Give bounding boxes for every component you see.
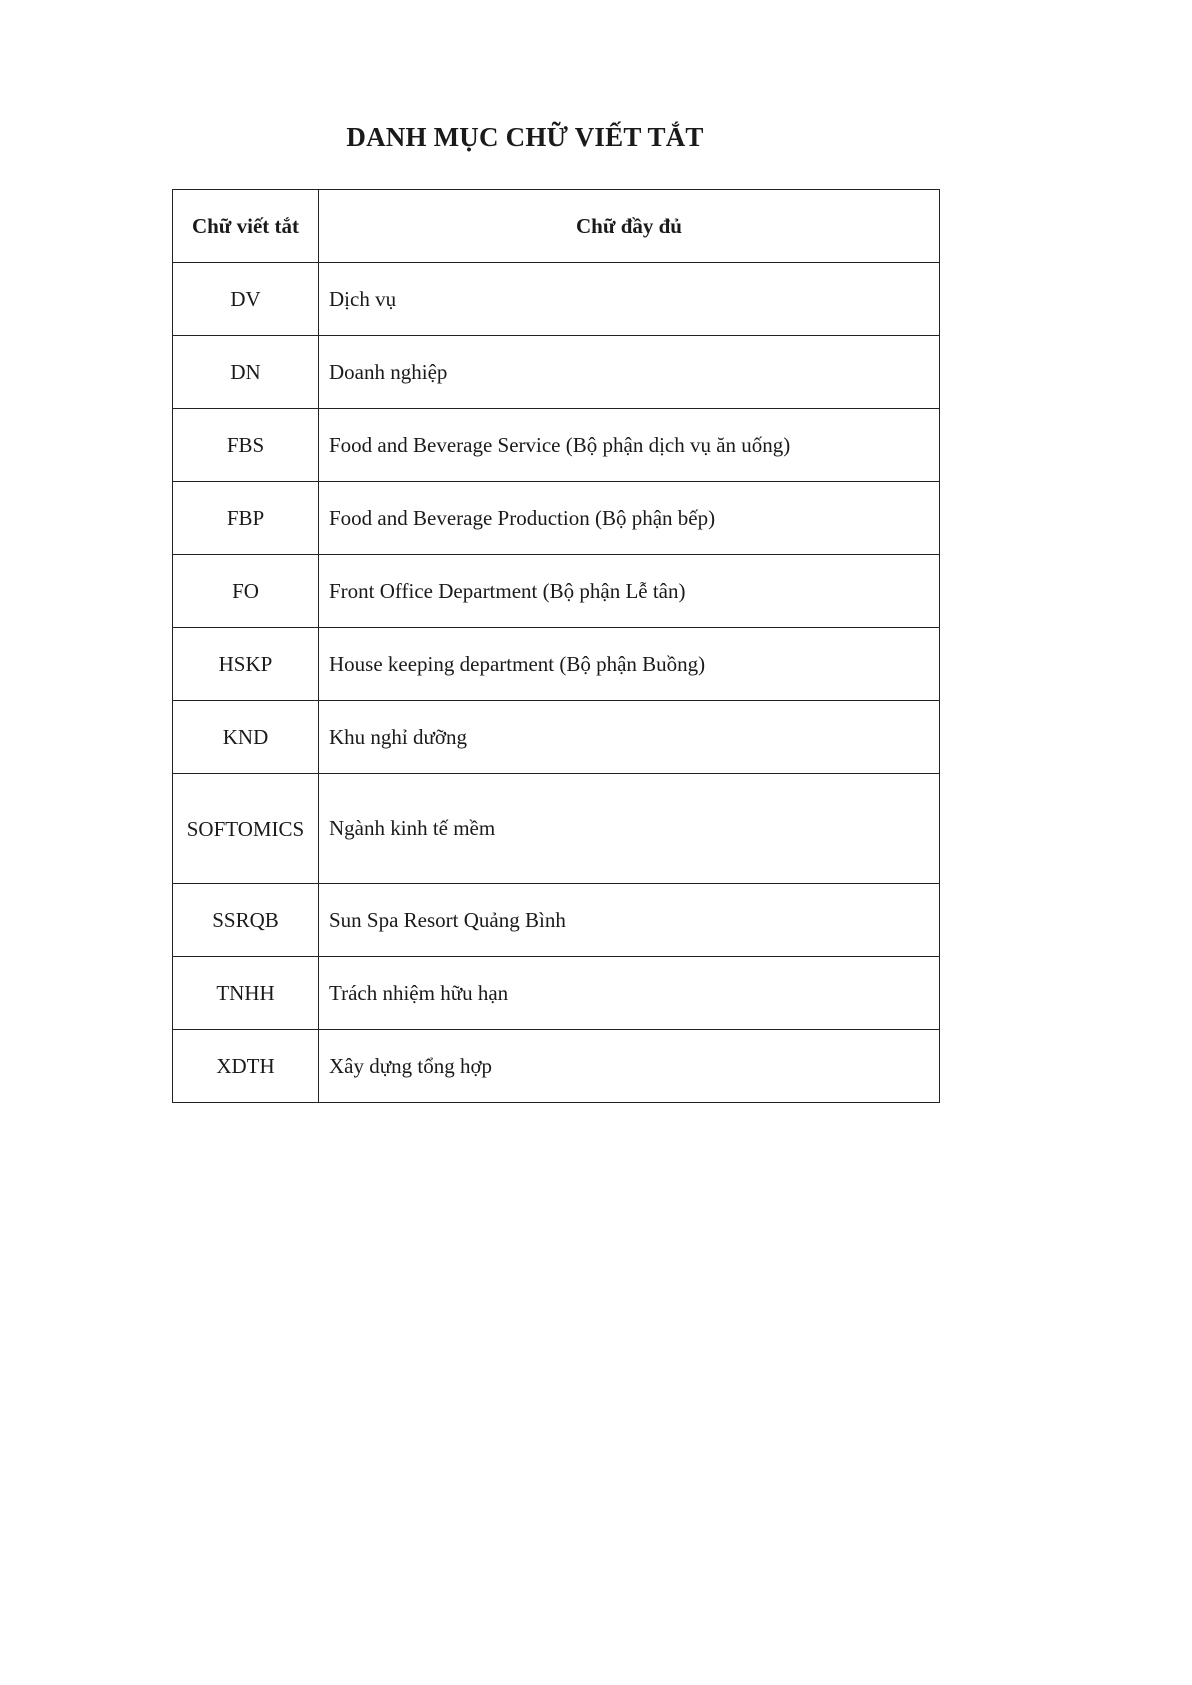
table-row [173, 482, 940, 555]
full-form-cell: Xây dựng tổng hợp [319, 1030, 940, 1103]
full-form-cell: Dịch vụ [319, 263, 940, 336]
table-row [173, 263, 940, 336]
abbreviation-cell: DV [173, 263, 319, 336]
abbreviation-cell: KND [173, 701, 319, 774]
full-form-cell: Food and Beverage Service (Bộ phận dịch vụ ăn uống) [319, 409, 940, 482]
table-header-row [173, 190, 940, 263]
full-form-cell: House keeping department (Bộ phận Buồng) [319, 628, 940, 701]
abbreviation-cell: SSRQB [173, 884, 319, 957]
full-form-cell: Trách nhiệm hữu hạn [319, 957, 940, 1030]
table-row [173, 628, 940, 701]
table-row [173, 409, 940, 482]
table-row [173, 884, 940, 957]
table-row [173, 336, 940, 409]
page-title: DANH MỤC CHỮ VIẾT TẮT [346, 122, 704, 152]
table-row [173, 555, 940, 628]
full-form-cell: Khu nghỉ dưỡng [319, 701, 940, 774]
full-form-cell: Food and Beverage Production (Bộ phận bếp) [319, 482, 940, 555]
table-row [173, 1030, 940, 1103]
abbreviation-cell: FO [173, 555, 319, 628]
abbreviation-table [172, 189, 940, 1103]
abbreviation-cell: TNHH [173, 957, 319, 1030]
full-form-cell: Sun Spa Resort Quảng Bình [319, 884, 940, 957]
full-form-cell: Doanh nghiệp [319, 336, 940, 409]
full-form-cell: Front Office Department (Bộ phận Lễ tân) [319, 555, 940, 628]
abbreviation-cell: DN [173, 336, 319, 409]
abbreviation-cell: SOFTOMICS [173, 774, 319, 884]
full-form-cell: Ngành kinh tế mềm [319, 774, 940, 884]
abbreviation-cell: FBP [173, 482, 319, 555]
table-row [173, 774, 940, 884]
header-abbreviation: Chữ viết tắt [173, 190, 319, 263]
header-full-form: Chữ đầy đủ [319, 190, 940, 263]
abbreviation-cell: FBS [173, 409, 319, 482]
table-row [173, 701, 940, 774]
table-row [173, 957, 940, 1030]
abbreviation-cell: XDTH [173, 1030, 319, 1103]
abbreviation-cell: HSKP [173, 628, 319, 701]
